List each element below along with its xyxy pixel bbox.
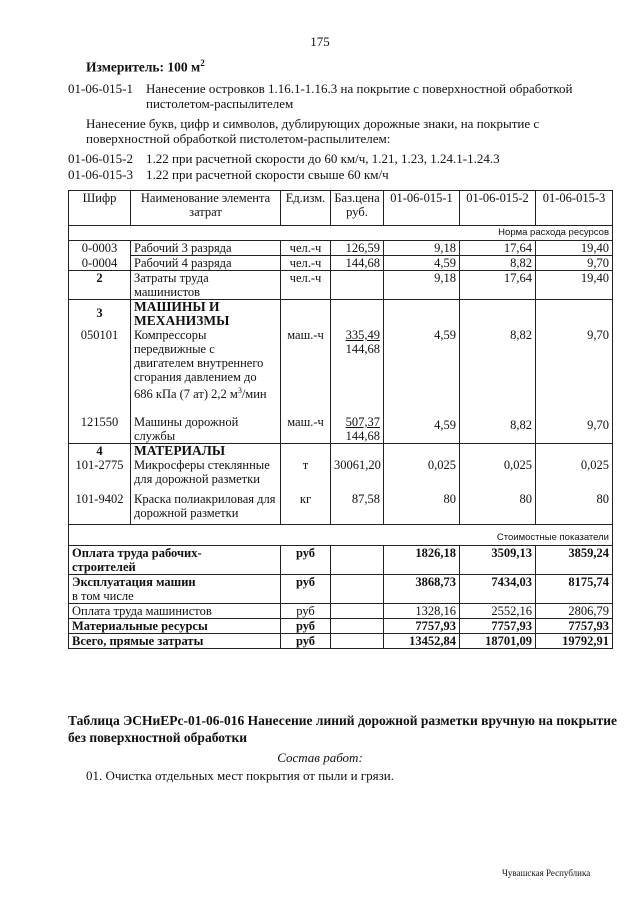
section-code: 3 [69,300,131,329]
section-title: МАТЕРИАЛЫ [131,444,281,459]
row-name: Рабочий 3 разряда [131,241,281,256]
row-unit: т [281,458,331,492]
cost-header-row [69,525,613,546]
row-price: 30061,20 [331,458,384,492]
table-row [69,256,613,271]
row-price: 335,49 144,68 [331,328,384,412]
cost-name: Оплата труда машинистов [69,604,281,619]
intro-text-cont: пистолетом-распылителем [146,96,294,111]
row-code: 0-0003 [69,241,131,256]
header-col3: 01-06-015-3 [536,191,613,226]
cost-v3: 8175,74 [536,575,613,604]
cost-v1: 3868,73 [384,575,460,604]
cost-row [69,546,613,575]
row-price: 507,37 144,68 [331,412,384,444]
row-v2: 80 [460,492,536,525]
row-name: Компрессоры передвижные с двигателем внутреннего сгорания давлением до 686 кПа (7 ат) 2,2 $м^3$/мин [131,328,281,412]
row-code: 101-9402 [69,492,131,525]
resource-table [68,190,613,649]
section-row [69,300,613,329]
measure-label: Измеритель: 100 $м^2$ [86,58,205,75]
cost-v2: 7434,03 [460,575,536,604]
table-row [69,458,613,492]
row-unit: кг [281,492,331,525]
cost-v1: 1328,16 [384,604,460,619]
norm-header: Норма расхода ресурсов [69,226,613,241]
row-name: Затраты труда машинистов [131,271,281,300]
work-item: 01. Очистка отдельных мест покрытия от пыли и грязи. [86,768,394,783]
row-v3: 0,025 [536,458,613,492]
cost-name: Эксплуатация машин в том числе [69,575,281,604]
table-row [69,271,613,300]
row-v2: 17,64 [460,271,536,300]
table-row [69,412,613,444]
cost-unit: руб [281,634,331,649]
cost-v1: 1826,18 [384,546,460,575]
row-unit: маш.-ч [281,412,331,444]
row-code: 121550 [69,412,131,444]
header-col2: 01-06-015-2 [460,191,536,226]
cost-name: Оплата труда рабочих- строителей [69,546,281,575]
row-unit: чел.-ч [281,256,331,271]
header-col1: 01-06-015-1 [384,191,460,226]
cost-row [69,634,613,649]
works-title: Состав работ: [277,750,363,765]
cost-name: Всего, прямые затраты [69,634,281,649]
intro-code: 01-06-015-1 [68,81,133,96]
cost-v1: 7757,93 [384,619,460,634]
row-unit: чел.-ч [281,271,331,300]
item-code: 01-06-015-2 [68,151,133,166]
row-v1: 9,18 [384,271,460,300]
section-code: 4 [69,444,131,459]
cost-row [69,619,613,634]
row-v3: 19,40 [536,241,613,256]
norm-header-row [69,226,613,241]
table2-title: Таблица ЭСНиЕРс-01-06-016 Нанесение линий дорожной разметки вручную на покрытие [68,713,618,728]
header-unit: Ед.изм. [281,191,331,226]
cost-unit: руб [281,546,331,575]
header-code: Шифр [69,191,131,226]
table-row [69,241,613,256]
row-v3: 80 [536,492,613,525]
cost-v2: 18701,09 [460,634,536,649]
cost-unit: руб [281,575,331,604]
row-code: 101-2775 [69,458,131,492]
row-name: Рабочий 4 разряда [131,256,281,271]
cost-header: Стоимостные показатели [69,525,613,546]
cost-v2: 3509,13 [460,546,536,575]
cost-name: Материальные ресурсы [69,619,281,634]
section-title: МАШИНЫ И МЕХАНИЗМЫ [131,300,281,329]
paragraph-line: поверхностной обработкой пистолетом-распылителем: [86,131,391,146]
row-v3: 19,40 [536,271,613,300]
cost-v1: 13452,84 [384,634,460,649]
row-unit: маш.-ч [281,328,331,412]
cost-v2: 7757,93 [460,619,536,634]
intro-text: Нанесение островков 1.16.1-1.16.3 на покрытие с поверхностной обработкой [146,81,573,96]
cost-v3: 3859,24 [536,546,613,575]
section-row [69,444,613,459]
row-price [331,271,384,300]
row-name: Машины дорожной службы [131,412,281,444]
cost-v3: 2806,79 [536,604,613,619]
table-row [69,492,613,525]
row-v2: 0,025 [460,458,536,492]
row-name: Краска полиакриловая для дорожной разметки [131,492,281,525]
row-v1: 4,59 [384,328,460,412]
table-header-row [69,191,613,226]
paragraph-line: Нанесение букв, цифр и символов, дублирующих дорожные знаки, на покрытие с [86,116,540,131]
row-price: 126,59 [331,241,384,256]
row-v1: 0,025 [384,458,460,492]
row-v2: 8,82 [460,328,536,412]
row-code: 0-0004 [69,256,131,271]
cost-v3: 7757,93 [536,619,613,634]
cost-v3: 19792,91 [536,634,613,649]
item-text: 1.22 при расчетной скорости свыше 60 км/ч [146,167,389,182]
item-text: 1.22 при расчетной скорости до 60 км/ч, 1.21, 1.23, 1.24.1-1.24.3 [146,151,500,166]
row-name: Микросферы стеклянные для дорожной разметки [131,458,281,492]
footer-region: Чувашская Республика [502,868,591,878]
item-code: 01-06-015-3 [68,167,133,182]
row-v3: 9,70 [536,256,613,271]
table2-title-cont: без поверхностной обработки [68,730,248,745]
row-v1: 4,59 [384,256,460,271]
cost-row [69,575,613,604]
row-v3: 9,70 [536,328,613,412]
cost-v2: 2552,16 [460,604,536,619]
row-v2: 8,82 [460,412,536,444]
cost-unit: руб [281,604,331,619]
cost-row [69,604,613,619]
row-price: 87,58 [331,492,384,525]
header-price: Баз.цена руб. [331,191,384,226]
row-v2: 17,64 [460,241,536,256]
row-code: 2 [69,271,131,300]
row-code: 050101 [69,328,131,412]
row-v3: 9,70 [536,412,613,444]
row-unit: чел.-ч [281,241,331,256]
row-v1: 9,18 [384,241,460,256]
page-number: 175 [310,34,330,49]
row-v2: 8,82 [460,256,536,271]
table-row [69,328,613,412]
cost-unit: руб [281,619,331,634]
header-name: Наименование элемента затрат [131,191,281,226]
row-v1: 4,59 [384,412,460,444]
row-price: 144,68 [331,256,384,271]
row-v1: 80 [384,492,460,525]
